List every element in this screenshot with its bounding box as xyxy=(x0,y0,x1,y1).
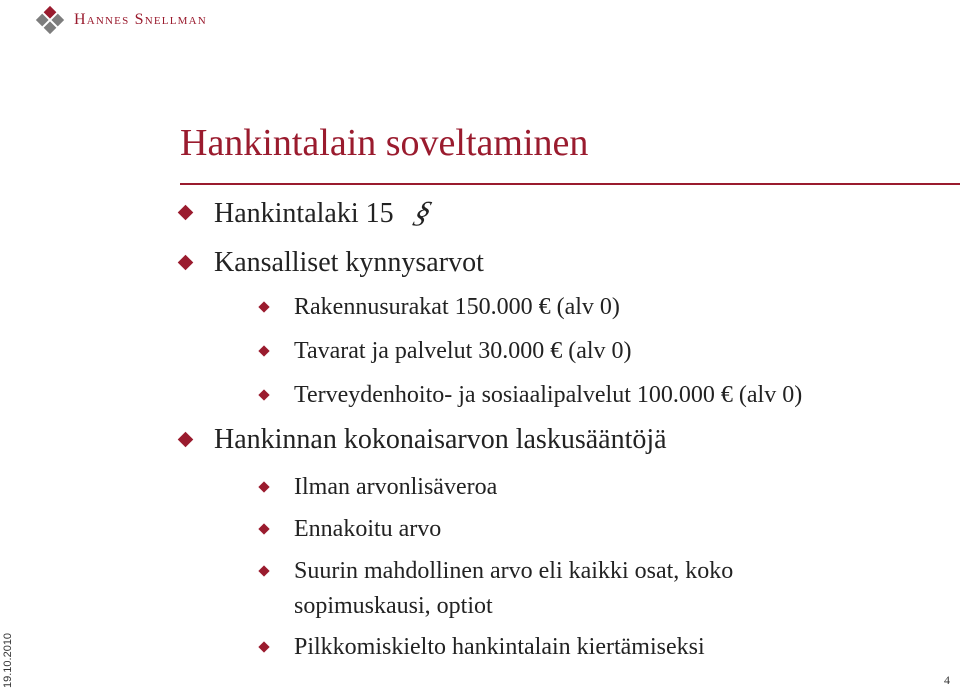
slide-title: Hankintalain soveltaminen xyxy=(180,122,589,164)
sub-bullet-item xyxy=(294,514,441,544)
bullet-diamond-icon xyxy=(258,565,269,576)
bullet-diamond-icon xyxy=(258,301,269,312)
bullet-diamond-icon xyxy=(178,255,194,271)
logo-text: Hannes Snellman xyxy=(74,11,207,28)
bullet-diamond-icon xyxy=(258,389,269,400)
bullet-diamond-icon xyxy=(178,205,194,221)
bullet-item xyxy=(214,247,484,279)
bullet-diamond-icon xyxy=(178,432,194,448)
section-symbol: § xyxy=(409,196,436,229)
bullet-text: Ennakoitu arvo xyxy=(294,516,442,542)
bullet-diamond-icon xyxy=(258,481,269,492)
bullet-item xyxy=(214,424,667,456)
bullet-diamond-icon xyxy=(258,345,269,356)
sub-bullet-item xyxy=(294,472,497,502)
bullet-text: Suurin mahdollinen arvo eli kaikki osat, koko xyxy=(294,558,734,584)
sub-bullet-item xyxy=(294,336,632,366)
bullet-text: Rakennusurakat 150.000 € (alv 0) xyxy=(294,294,620,320)
sub-bullet-item xyxy=(294,556,733,586)
bullet-text: Hankinnan kokonaisarvon laskusääntöjä xyxy=(214,424,667,455)
bullet-text: Pilkkomiskielto hankintalain kiertämiseksi xyxy=(294,634,705,660)
sub-bullet-item xyxy=(294,632,705,662)
bullet-text: Ilman arvonlisäveroa xyxy=(294,474,498,500)
bullet-diamond-icon xyxy=(258,523,269,534)
bullet-diamond-icon xyxy=(258,641,269,652)
bullet-item xyxy=(214,196,436,230)
sub-bullet-continuation xyxy=(294,591,493,621)
slide-date: 19.10.2010 xyxy=(2,632,14,688)
bullet-text: Hankintalaki 15 xyxy=(214,198,394,229)
page-number: 4 xyxy=(944,673,950,687)
bullet-text: Kansalliset kynnysarvot xyxy=(214,247,484,278)
bullet-text: Terveydenhoito- ja sosiaalipalvelut 100.000 € (alv 0) xyxy=(294,382,803,408)
sub-bullet-item xyxy=(294,292,620,322)
bullet-text: sopimuskausi, optiot xyxy=(294,593,493,619)
bullet-text: Tavarat ja palvelut 30.000 € (alv 0) xyxy=(294,338,632,364)
sub-bullet-item xyxy=(294,380,802,410)
